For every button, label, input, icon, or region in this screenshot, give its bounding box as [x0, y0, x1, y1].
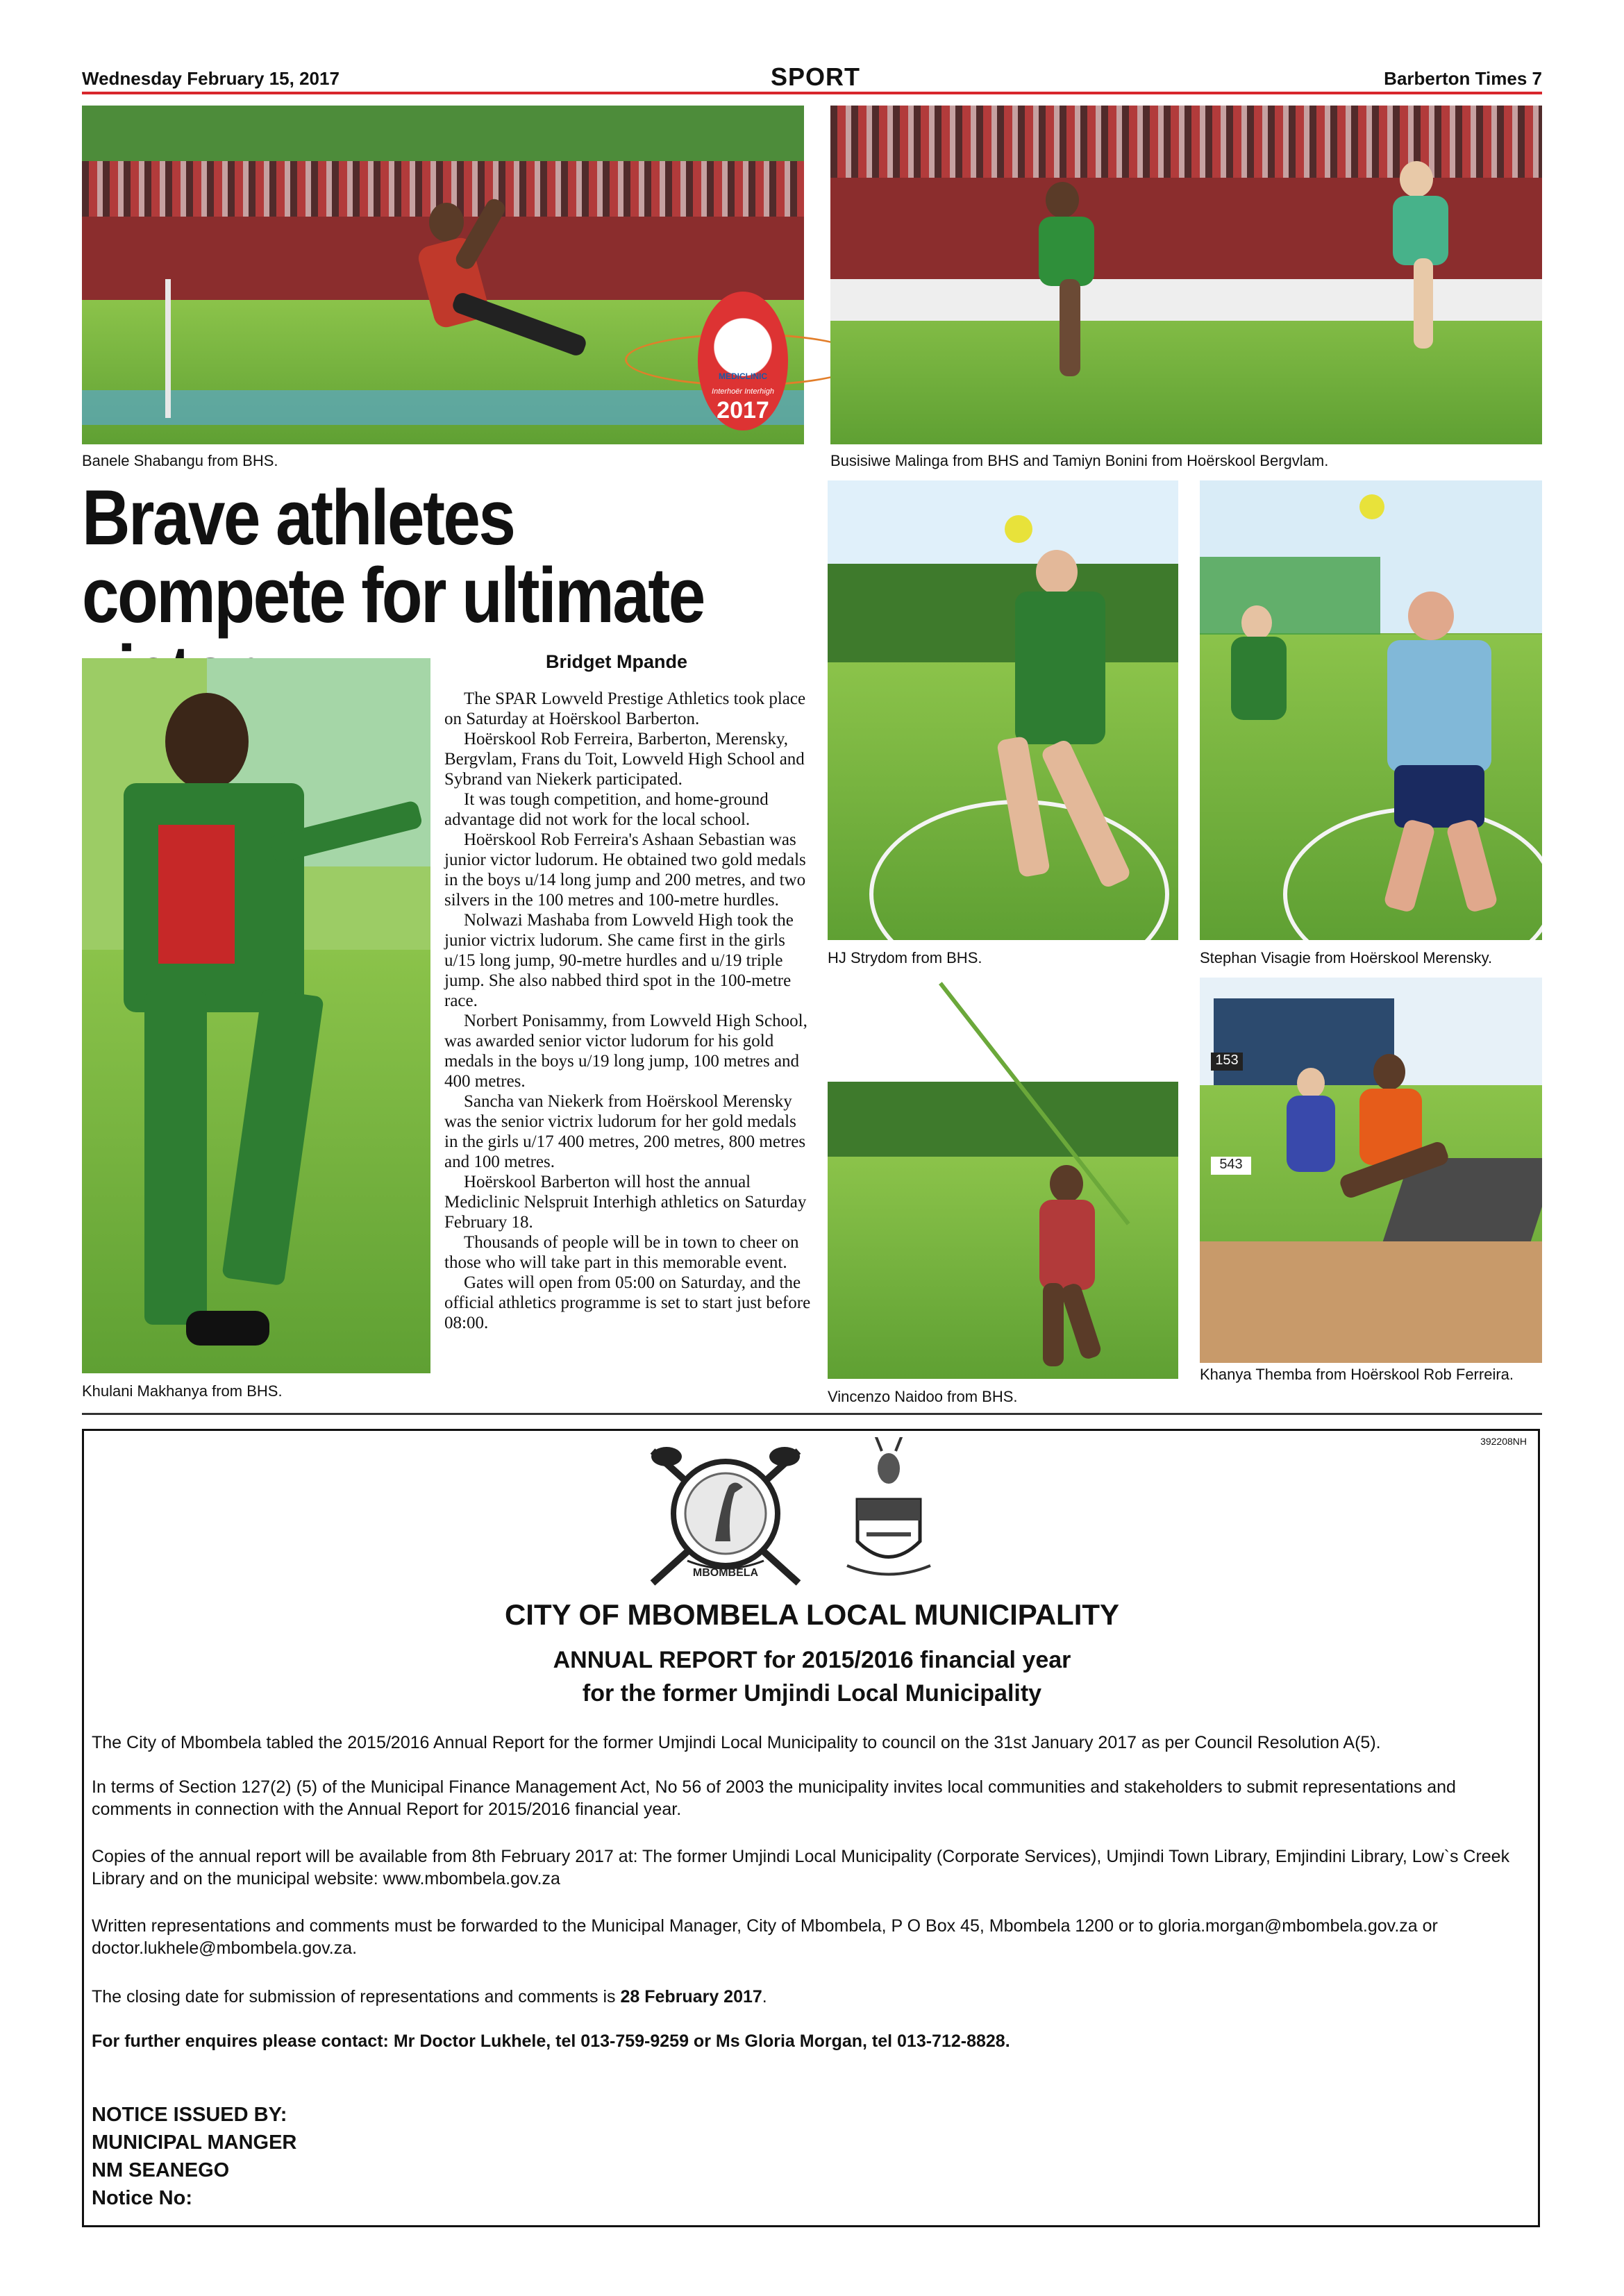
notice-subtitle-1: ANNUAL REPORT for 2015/2016 financial year [553, 1647, 1071, 1673]
notice-issued-by: NOTICE ISSUED BY: [92, 2104, 287, 2126]
article-paragraph: The SPAR Lowveld Prestige Athletics took place on Saturday at Hoërskool Barberton. [444, 689, 806, 728]
article-body [444, 689, 812, 1333]
notice-number: Notice No: [92, 2187, 192, 2209]
caption-photo5: Stephan Visagie from Hoërskool Merensky. [1200, 949, 1493, 966]
notice-contact: For further enquires please contact: Mr Doctor Lukhele, tel 013-759-9259 or Ms Gloria Morgan, tel 013-712-8828. [92, 2031, 1010, 2051]
article-paragraph: Gates will open from 05:00 on Saturday, and the official athletics programme is set to start just before 08:00. [444, 1273, 811, 1332]
caption-photo6: Vincenzo Naidoo from BHS. [828, 1388, 1018, 1405]
article-headline: Brave athletes compete for ultimate [82, 474, 704, 639]
header-rule [82, 92, 1542, 94]
article-paragraph: Sancha van Niekerk from Hoërskool Merensky was the senior victrix ludorum for her gold medals in the girls u/17 400 metres, 200 metres, 800 metres and 100 metres. [444, 1092, 806, 1171]
umjindi-crest [847, 1437, 930, 1575]
mbombela-logo [651, 1447, 800, 1583]
photo-visagie [1200, 480, 1542, 940]
paper-page: Barberton Times 7 [1384, 68, 1542, 89]
caption-photo7: Khanya Themba from Hoërskool Rob Ferreira. [1200, 1366, 1514, 1383]
issue-date: Wednesday February 15, 2017 [82, 68, 340, 89]
mbombela-logo-text: MBOMBELA [692, 1567, 759, 1579]
caption-photo3: Khulani Makhanya from BHS. [82, 1382, 283, 1400]
photo-strydom [828, 480, 1178, 940]
closing-date-suffix: . [762, 1987, 767, 2006]
notice-title: CITY OF MBOMBELA LOCAL MUNICIPALITY [504, 1598, 1120, 1631]
closing-date-prefix: The closing date for submission of representations and comments is [92, 1987, 621, 2006]
article-paragraph: Hoërskool Rob Ferreira's Ashaan Sebastian was junior victor ludorum. He obtained two gold medals in the boys u/14 long jump and 200 metres, and two silvers in the 100 metres and 100-metre hurdles. [444, 830, 806, 910]
article-paragraph: Norbert Ponisammy, from Lowveld High School, was awarded senior victor ludorum for his gold medals in the boys u/19 long jump, 100 metres and 400 metres. [444, 1012, 807, 1091]
photo-hurdles [830, 106, 1542, 444]
badge-brand: MEDICLINIC [719, 371, 767, 381]
article-paragraph: It was tough competition, and home-ground advantage did not work for the local school. [444, 790, 769, 829]
caption-photo4: HJ Strydom from BHS. [828, 949, 982, 966]
badge-event: Interhoër Interhigh [712, 387, 774, 396]
article-paragraph: Nolwazi Mashaba from Lowveld High took the junior victrix ludorum. She came first in the girls u/15 long jump, 90-metre hurdles and u/19 triple jump. She also nabbed third spot in the 100-metre race. [444, 911, 794, 1010]
article-byline: Bridget Mpande [546, 651, 688, 672]
notice-ref: 392208NH [1480, 1436, 1527, 1447]
caption-photo1: Banele Shabangu from BHS. [82, 452, 278, 469]
photo-themba [1200, 978, 1542, 1363]
section-title: SPORT [771, 62, 861, 91]
sign-153: 153 [1211, 1053, 1243, 1071]
section-divider [82, 1413, 1542, 1415]
municipal-logos [646, 1437, 979, 1590]
notice-paragraph-5 [92, 1986, 1529, 2008]
sign-543: 543 [1211, 1157, 1251, 1175]
article-paragraph: Thousands of people will be in town to cheer on those who will take part in this memorable event. [444, 1233, 799, 1272]
closing-date: 28 February 2017 [620, 1987, 762, 2006]
caption-photo2: Busisiwe Malinga from BHS and Tamiyn Bonini from Hoërskool Bergvlam. [830, 452, 1329, 469]
notice-paragraph-1: The City of Mbombela tabled the 2015/2016 Annual Report for the former Umjindi Local Municipality to council on the 31st January 2017 as per Council Resolution A(5). [92, 1733, 1381, 1752]
notice-paragraph-2: In terms of Section 127(2) (5) of the Municipal Finance Management Act, No 56 of 2003 the municipality invites local communities and stakeholders to submit representations and comments in connection with the Annual Report for 2015/2016 financial year. [92, 1777, 1456, 1819]
interhigh-badge [625, 271, 861, 451]
notice-paragraph-4: Written representations and comments must be forwarded to the Municipal Manager, City of Mbombela, P O Box 45, Mbombela 1200 or to gloria.morgan@mbombela.gov.za or doctor.lukhele@mbombela.gov.za. [92, 1916, 1438, 1958]
notice-subtitle-2: for the former Umjindi Local Municipality [582, 1680, 1042, 1707]
notice-paragraph-3: Copies of the annual report will be available from 8th February 2017 at: The former Umjindi Local Municipality (Corporate Services), Umjindi Town Library, Emjindini Library, Low`s Creek Library and on the municipal website: www.mbombela.gov.za [92, 1847, 1510, 1888]
photo-naidoo [828, 978, 1178, 1379]
article-paragraph: Hoërskool Rob Ferreira, Barberton, Merensky, Bergvlam, Frans du Toit, Lowveld High School and Sybrand van Niekerk participated. [444, 730, 805, 789]
photo-khulani [82, 658, 430, 1373]
notice-name: NM SEANEGO [92, 2159, 230, 2181]
article-paragraph: Hoërskool Barberton will host the annual Mediclinic Nelspruit Interhigh athletics on Saturday February 18. [444, 1173, 807, 1232]
badge-year: 2017 [717, 397, 769, 424]
notice-manager: MUNICIPAL MANGER [92, 2131, 297, 2154]
